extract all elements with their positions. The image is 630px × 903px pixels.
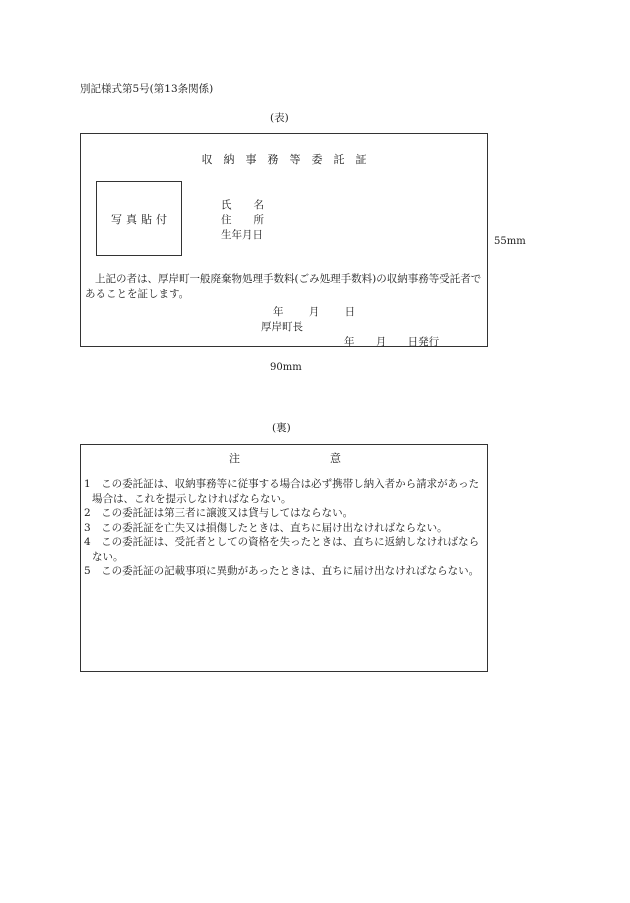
back-side-label: (裏) (272, 422, 291, 434)
note-item: 4 この委託証は、受託者としての資格を失ったときは、直ちに返納しなければならない。 (84, 536, 480, 563)
note-item: 5 この委託証の記載事項に異動があったときは、直ちに届け出なければならない。 (84, 565, 480, 577)
note-item: 1 この委託証は、収納事務等に従事する場合は必ず携帯し納入者から請求があった場合は、これを提示しなければならない。 (84, 478, 480, 505)
note-item: 3 この委託証を亡失又は損傷したときは、直ちに届け出なければならない。 (84, 521, 448, 534)
certificate-title: 収納事務等委託証 (201, 153, 378, 166)
notes-list (84, 477, 486, 579)
photo-placeholder (96, 181, 182, 256)
notes-title-char-2: 意 (330, 452, 341, 465)
notes-title-char-1: 注 (229, 452, 240, 465)
notes-title (81, 450, 487, 464)
name-field-label: 氏名 (221, 199, 286, 211)
height-dimension-label: 55mm (494, 236, 526, 247)
certificate-front-card (80, 133, 488, 347)
note-item: 2 この委託証は第三者に譲渡又は貸与してはならない。 (84, 507, 354, 519)
issue-date: 年 月 日発行 (344, 336, 440, 348)
photo-label: 写真貼付 (111, 212, 171, 226)
width-dimension-label: 90mm (270, 362, 302, 373)
certification-text: 上記の者は、厚岸町一般廃棄物処理手数料(ごみ処理手数料)の収納事務等受託者であることを証します。 (85, 273, 482, 300)
certification-date: 年 月 日 (273, 306, 356, 318)
front-side-label: (表) (270, 112, 289, 124)
birthdate-field-label: 生年月日 (221, 229, 263, 241)
address-field-label: 住所 (221, 214, 286, 226)
issuer-title: 厚岸町長 (261, 321, 303, 333)
form-reference: 別記様式第5号(第13条関係) (80, 83, 214, 95)
certificate-back-card (80, 444, 488, 672)
